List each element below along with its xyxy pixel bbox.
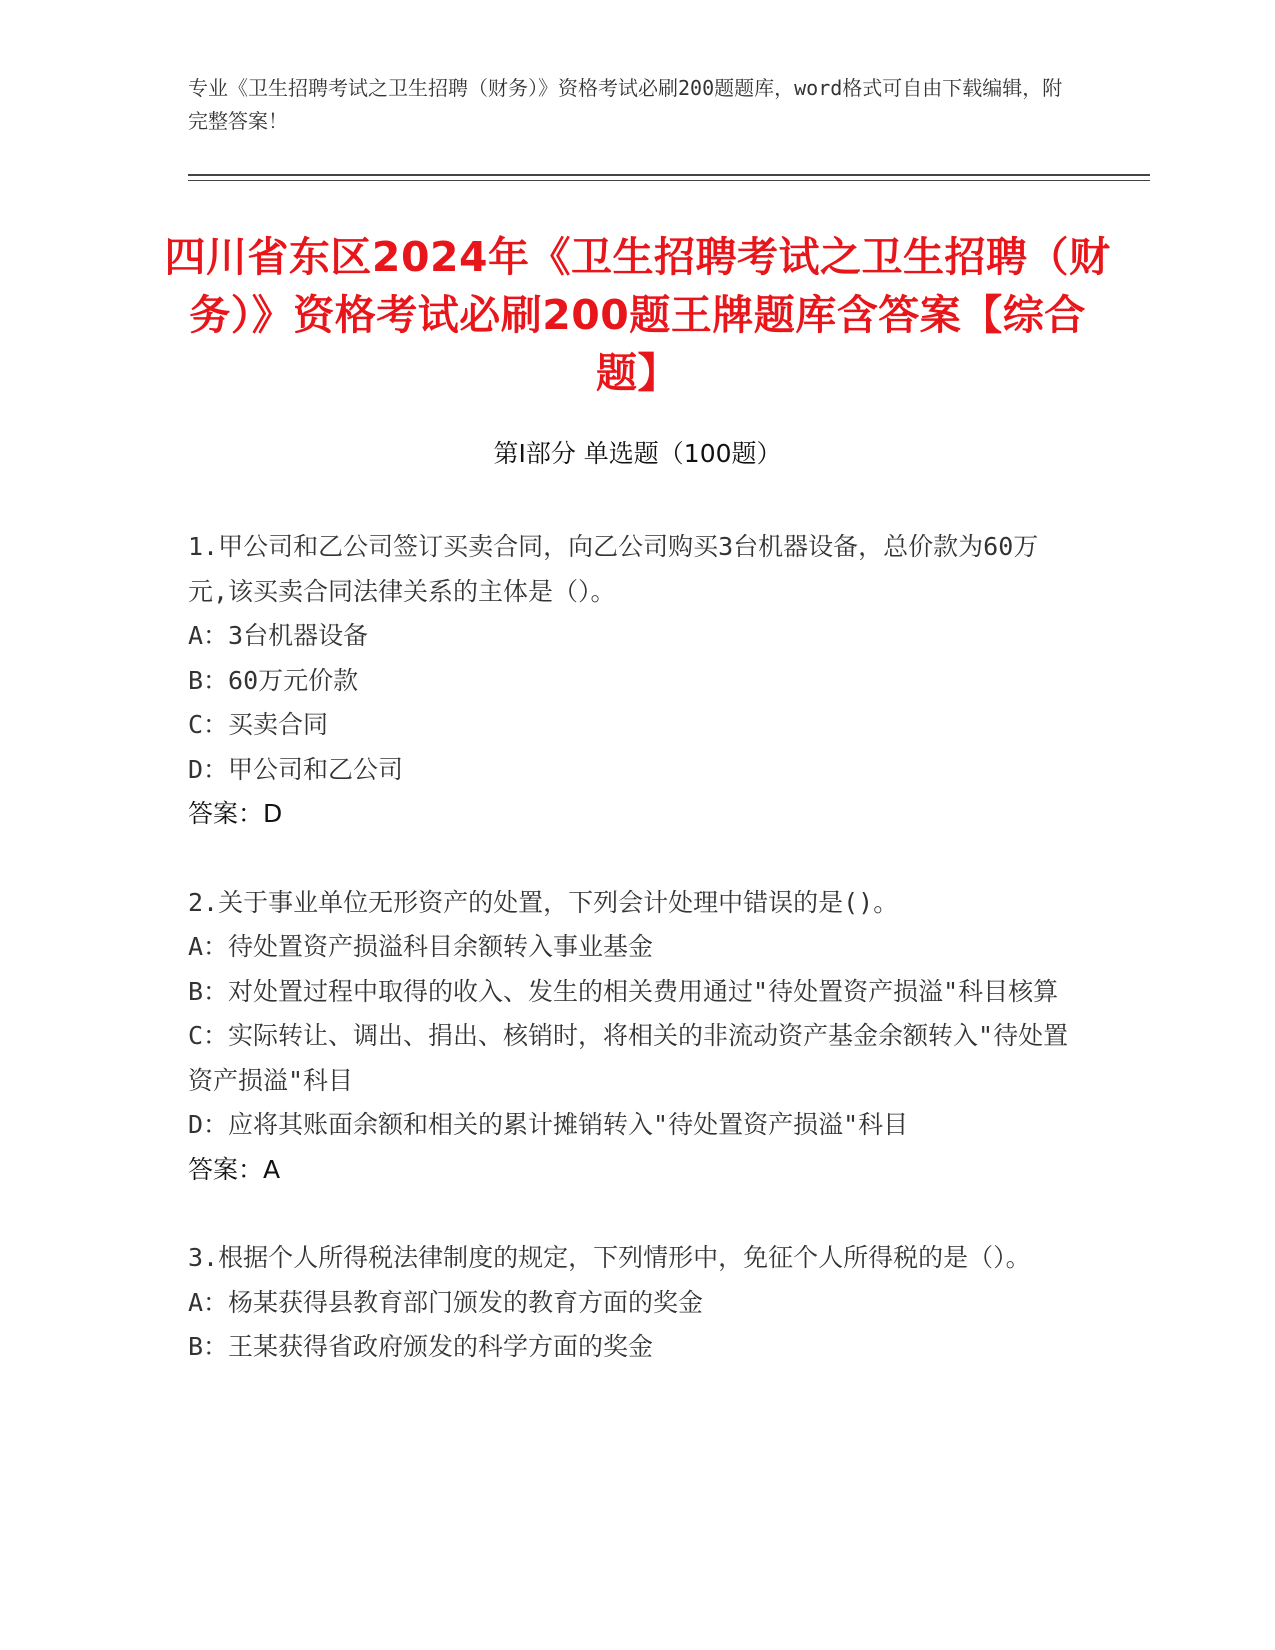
option-d: D：甲公司和乙公司 (188, 754, 404, 784)
question-text: 2.关于事业单位无形资产的处置，下列会计处理中错误的是()。 (188, 887, 899, 917)
header-divider-thin (188, 180, 1150, 181)
answer: 答案：D (188, 799, 283, 828)
option-b: B：王某获得省政府颁发的科学方面的奖金 (188, 1332, 654, 1361)
option-a: A：3台机器设备 (188, 621, 369, 650)
answer: 答案：A (188, 1154, 281, 1184)
document-title: 四川省东区2024年《卫生招聘考试之卫生招聘（财务）》资格考试必刷200题王牌题库含答案【综合题】 (164, 233, 1111, 397)
header-divider (188, 174, 1150, 176)
question-text: 1.甲公司和乙公司签订买卖合同，向乙公司购买3台机器设备，总价款为60万元,该买卖合同法律关系的主体是（）。 (188, 532, 1039, 606)
header-note: 专业《卫生招聘考试之卫生招聘（财务）》资格考试必刷200题题库，word格式可自由下载编辑，附完整答案！ (188, 76, 1063, 133)
option-d: D：应将其账面余额和相关的累计摊销转入"待处置资产损溢"科目 (188, 1110, 909, 1139)
option-c: C：买卖合同 (188, 710, 329, 739)
option-b: B：60万元价款 (188, 665, 359, 695)
question-text: 3.根据个人所得税法律制度的规定，下列情形中，免征个人所得税的是（）。 (188, 1243, 1031, 1272)
option-c: C：实际转让、调出、捐出、核销时，将相关的非流动资产基金余额转入"待处置资产损溢"科目 (188, 1021, 1069, 1095)
option-a: A：杨某获得县教育部门颁发的教育方面的奖金 (188, 1287, 704, 1317)
question-2 (188, 881, 1078, 1193)
question-3 (188, 1236, 1078, 1370)
question-1 (188, 525, 1078, 837)
option-a: A：待处置资产损溢科目余额转入事业基金 (188, 932, 654, 961)
question-list (188, 525, 1078, 1414)
option-b: B：对处置过程中取得的收入、发生的相关费用通过"待处置资产损溢"科目核算 (188, 976, 1059, 1006)
section-title: 第Ⅰ部分 单选题（100题） (493, 439, 782, 468)
